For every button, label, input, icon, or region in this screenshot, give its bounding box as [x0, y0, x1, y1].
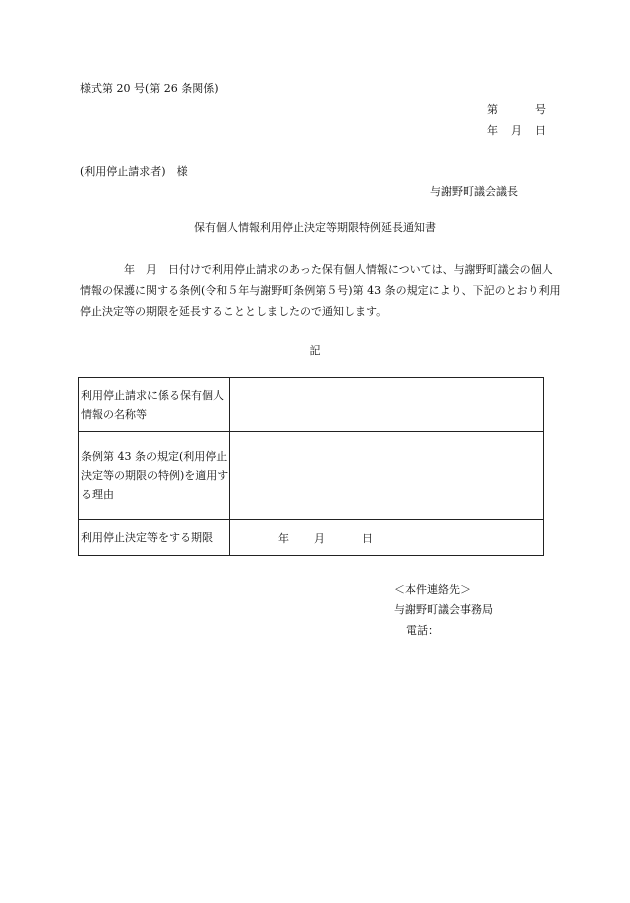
row-label-info-name: 利用停止請求に係る保有個人情報の名称等	[79, 378, 230, 432]
deadline-day: 日	[362, 532, 373, 545]
row-label-deadline: 利用停止決定等をする期限	[79, 520, 230, 556]
date-day: 日	[535, 124, 546, 137]
ki-heading: 記	[309, 344, 321, 357]
contact-office: 与謝野町議会事務局	[394, 603, 493, 616]
row-value-reason	[230, 432, 544, 520]
document-number-prefix: 第	[487, 103, 498, 116]
sender: 与謝野町議会議長	[430, 185, 518, 198]
date-year: 年	[487, 124, 498, 137]
deadline-month: 月	[314, 532, 325, 545]
row-label-reason: 条例第 43 条の規定(利用停止決定等の期限の特例)を適用する理由	[79, 432, 230, 520]
date-month: 月	[511, 124, 522, 137]
table-row	[79, 520, 544, 556]
document-title: 保有個人情報利用停止決定等期限特例延長通知書	[194, 221, 436, 234]
document-number-suffix: 号	[535, 103, 546, 116]
form-number: 様式第 20 号(第 26 条関係)	[80, 82, 219, 95]
table-row	[79, 432, 544, 520]
row-value-info-name	[230, 378, 544, 432]
contact-title: ＜本件連絡先＞	[394, 583, 471, 596]
contact-phone: 電話：	[406, 624, 439, 637]
recipient: (利用停止請求者) 様	[80, 165, 188, 178]
deadline-year: 年	[278, 532, 289, 545]
table-row	[79, 378, 544, 432]
info-table	[78, 377, 544, 556]
body-text: 年 月 日付けで利用停止請求のあった保有個人情報については、与謝野町議会の個人情報の保護に関する条例(令和５年与謝野町条例第５号)第 43 条の規定により、下記のとおり利用停止決定等の期限を延長することとしましたので通知します。	[80, 263, 561, 318]
row-value-deadline	[230, 520, 544, 556]
